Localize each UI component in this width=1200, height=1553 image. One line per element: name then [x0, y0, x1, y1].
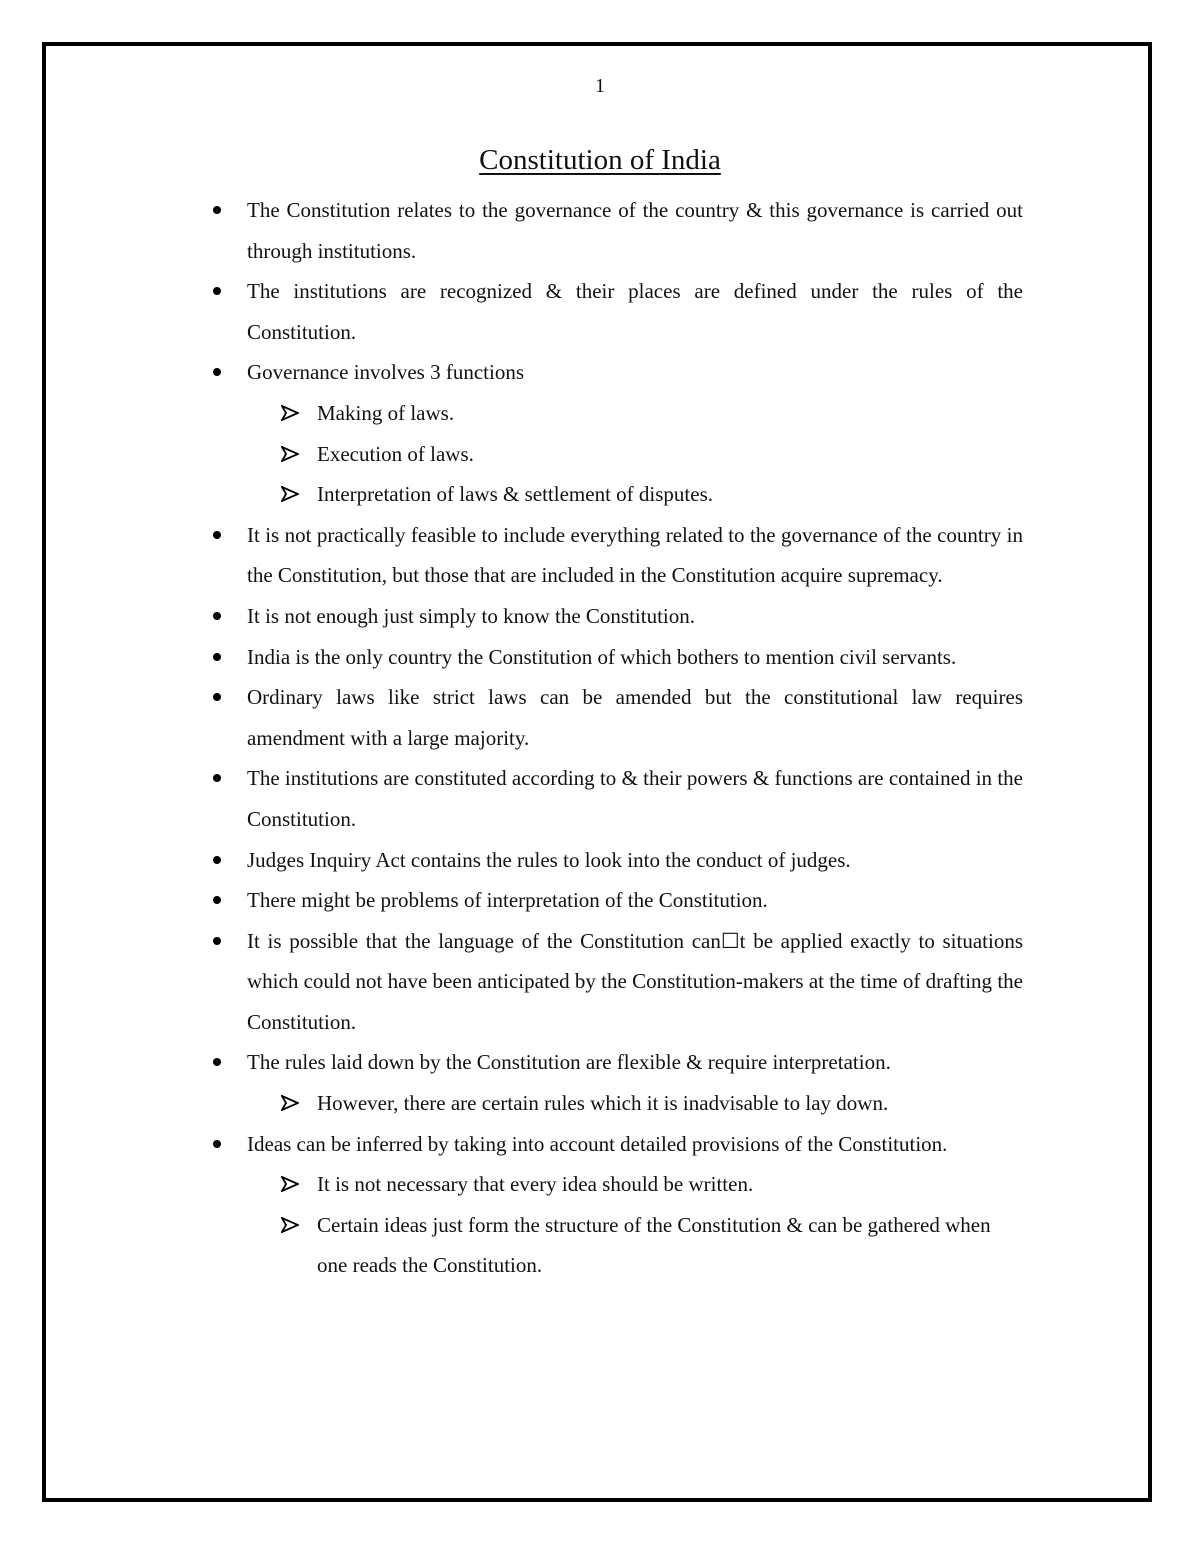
bullet-item: [247, 637, 1023, 678]
item-text: Certain ideas just form the structure of the Constitution & can be gathered when one reads the Constitution.: [317, 1212, 991, 1278]
item-text: The institutions are constituted according to & their powers & functions are contained in the Constitution.: [247, 766, 1023, 831]
item-text: Ordinary laws like strict laws can be amended but the constitutional law requires amendment with a large majority.: [247, 685, 1023, 750]
arrowhead-bullet-icon: [281, 393, 301, 433]
item-text: Making of laws.: [317, 400, 455, 425]
sub-bullet-item: [317, 1205, 1023, 1286]
sub-bullet-item: [317, 1083, 1023, 1124]
arrowhead-bullet-icon: [281, 434, 301, 474]
bullet-item: [247, 1124, 1023, 1165]
arrowhead-bullet-icon: [281, 1083, 301, 1123]
bullet-item: [247, 515, 1023, 596]
bullet-dot-icon: [213, 856, 221, 864]
bullet-dot-icon: [213, 1140, 221, 1148]
item-text: The rules laid down by the Constitution are flexible & require interpretation.: [247, 1050, 891, 1075]
bullet-item: [247, 880, 1023, 921]
bullet-item: [247, 840, 1023, 881]
arrowhead-bullet-icon: [281, 1164, 301, 1204]
bullet-item: [247, 1042, 1023, 1083]
sub-bullet-item: [317, 393, 1023, 434]
bullet-item: [247, 758, 1023, 839]
bullet-dot-icon: [213, 937, 221, 945]
bullet-item: [247, 677, 1023, 758]
item-text: Ideas can be inferred by taking into account detailed provisions of the Constitution.: [247, 1131, 948, 1156]
item-text: Interpretation of laws & settlement of disputes.: [317, 482, 713, 507]
bullet-item: [247, 352, 1023, 393]
sub-bullet-item: [317, 1164, 1023, 1205]
item-text: There might be problems of interpretation of the Constitution.: [247, 888, 768, 913]
item-text: However, there are certain rules which it is inadvisable to lay down.: [317, 1091, 889, 1116]
item-text: Judges Inquiry Act contains the rules to look into the conduct of judges.: [247, 847, 851, 872]
item-text: Governance involves 3 functions: [247, 360, 525, 385]
item-text: It is not enough just simply to know the Constitution.: [247, 603, 696, 628]
bullet-item: [247, 271, 1023, 352]
item-text: The institutions are recognized & their places are defined under the rules of the Constitution.: [247, 279, 1023, 344]
item-text: It is not necessary that every idea should be written.: [317, 1172, 754, 1197]
bullet-dot-icon: [213, 612, 221, 620]
arrowhead-bullet-icon: [281, 474, 301, 514]
item-text: The Constitution relates to the governance of the country & this governance is carried out through institutions.: [247, 198, 1023, 263]
item-text: Execution of laws.: [317, 441, 474, 466]
sub-bullet-item: [317, 474, 1023, 515]
bullet-item: [247, 921, 1023, 1043]
sub-bullet-item: [317, 434, 1023, 475]
page-number: 1: [595, 75, 605, 97]
item-text: India is the only country the Constitution of which bothers to mention civil servants.: [247, 644, 957, 669]
document-title: Constitution of India: [479, 144, 721, 176]
document-body: [247, 190, 1023, 1286]
bullet-dot-icon: [213, 653, 221, 661]
bullet-item: [247, 596, 1023, 637]
bullet-item: [247, 190, 1023, 271]
arrowhead-bullet-icon: [281, 1205, 301, 1245]
bullet-dot-icon: [213, 206, 221, 214]
item-text: It is not practically feasible to include everything related to the governance of the country in the Constitution, but those that are included in the Constitution acquire supremacy.: [247, 522, 1023, 588]
bullet-dot-icon: [213, 531, 221, 539]
item-text: It is possible that the language of the Constitution can☐t be applied exactly to situations which could not have been anticipated by the Constitution-makers at the time of drafting the Constitution.: [247, 928, 1023, 1034]
